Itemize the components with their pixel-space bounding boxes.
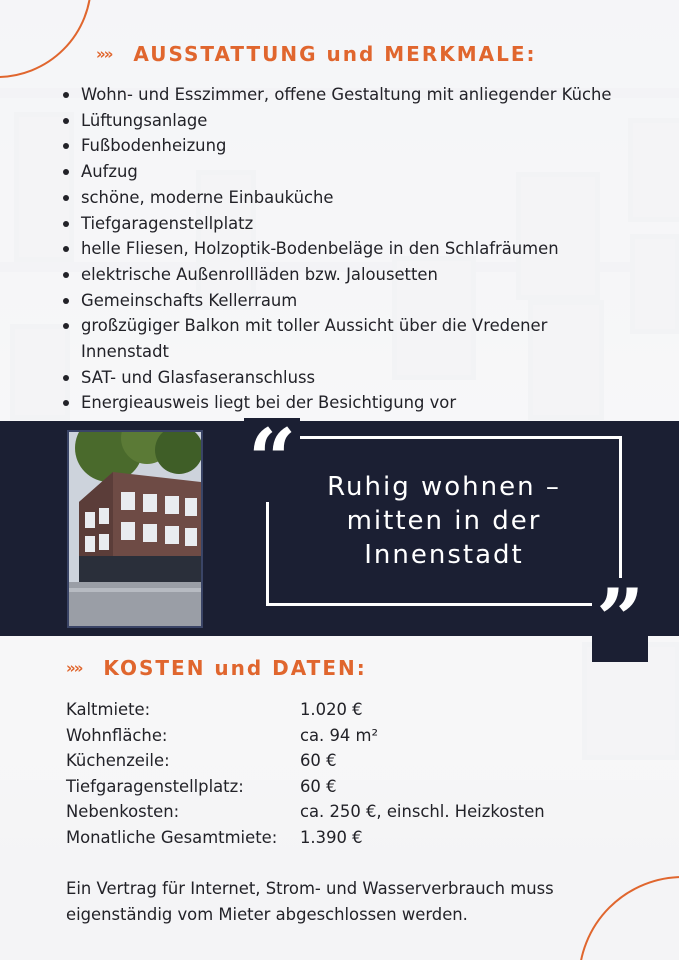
cost-label: Küchenzeile:	[66, 751, 170, 770]
list-item: Fußbodenheizung	[60, 133, 660, 159]
section-title-text: KOSTEN und DATEN:	[103, 656, 367, 680]
table-row	[66, 825, 545, 851]
table-row	[66, 774, 545, 800]
building-photo	[67, 430, 203, 628]
chevron-right-icon: »»	[66, 659, 82, 677]
list-item: Wohn- und Esszimmer, offene Gestaltung mit anliegender Küche	[60, 82, 660, 108]
list-item: SAT- und Glasfaseranschluss	[60, 365, 660, 391]
quote-open-icon: “	[244, 418, 300, 502]
list-item: helle Fliesen, Holzoptik-Bodenbeläge in den Schlafräumen	[60, 236, 660, 262]
section-title-text: AUSSTATTUNG und MERKMALE:	[133, 42, 537, 66]
quote-line: Ruhig wohnen –	[327, 472, 561, 502]
list-item: schöne, moderne Einbauküche	[60, 185, 660, 211]
cost-value: ca. 94 m²	[300, 725, 379, 745]
list-item: Gemeinschafts Kellerraum	[60, 288, 660, 314]
section-title-costs	[66, 656, 367, 680]
quote-text	[269, 470, 619, 572]
table-row	[66, 799, 545, 825]
list-item: elektrische Außenrollläden bzw. Jalousetten	[60, 262, 660, 288]
feature-list	[60, 82, 660, 416]
list-item: Energieausweis liegt bei der Besichtigung vor	[60, 390, 660, 416]
cost-value: ca. 250 €, einschl. Heizkosten	[300, 802, 545, 821]
cost-value: 1.020 €	[300, 700, 363, 719]
cost-label: Nebenkosten:	[66, 802, 180, 821]
cost-value: 1.390 €	[300, 827, 363, 847]
quote-line: Innenstadt	[364, 540, 524, 570]
building-image	[69, 432, 201, 626]
list-item: Aufzug	[60, 159, 660, 185]
cost-value: 60 €	[300, 776, 337, 796]
note-line: Ein Vertrag für Internet, Strom- und Wasserverbrauch muss	[66, 879, 554, 898]
table-row	[66, 748, 545, 774]
table-row	[66, 723, 545, 749]
note-line: eigenständig vom Mieter abgeschlossen werden.	[66, 904, 468, 924]
section-title-features	[96, 42, 537, 66]
cost-label: Tiefgaragenstellplatz:	[66, 776, 244, 796]
cost-table	[66, 697, 545, 850]
list-item: Tiefgaragenstellplatz	[60, 211, 660, 237]
quote-close-icon: ”	[592, 578, 648, 662]
cost-label: Wohnfläche:	[66, 725, 168, 745]
table-row	[66, 697, 545, 723]
contract-note	[66, 876, 626, 927]
quote-line: mitten in der	[346, 506, 542, 536]
cost-label: Kaltmiete:	[66, 700, 151, 719]
list-item: großzügiger Balkon mit toller Aussicht über die Vredener Innenstadt	[60, 313, 660, 364]
cost-value: 60 €	[300, 751, 337, 770]
list-item: Lüftungsanlage	[60, 108, 660, 134]
chevron-right-icon: »»	[96, 45, 112, 63]
cost-label: Monatliche Gesamtmiete:	[66, 827, 278, 847]
